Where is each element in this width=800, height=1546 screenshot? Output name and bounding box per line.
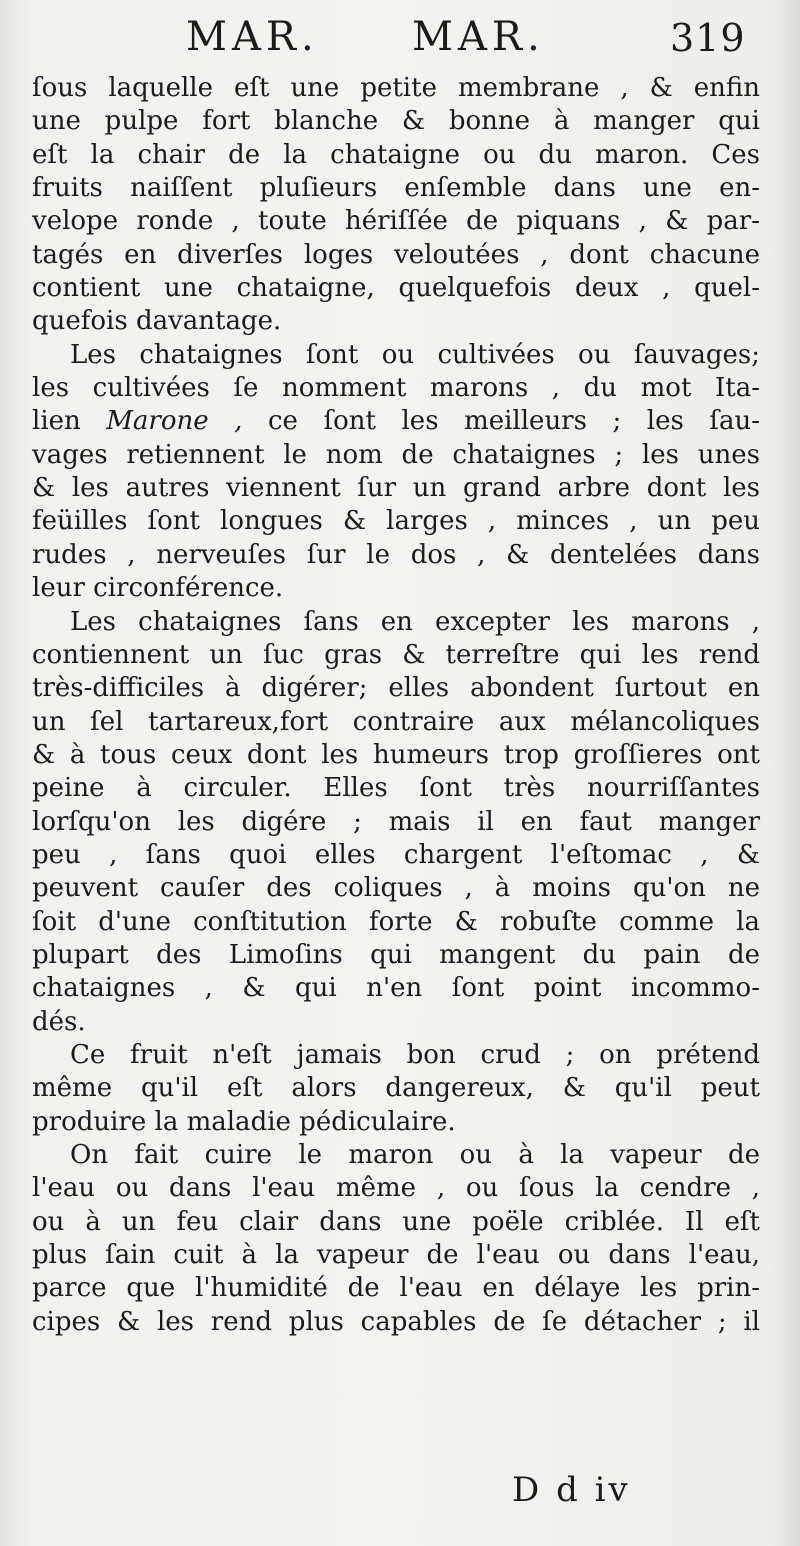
text-line: On fait cuire le maron ou à la vapeur de (70, 1140, 760, 1170)
text-line: dés. (32, 1006, 86, 1037)
text-line: Ce fruit n'eſt jamais bon crud ; on prétend (70, 1039, 760, 1070)
text-line: l'eau ou dans l'eau même , ou ſous la cendre , (32, 1173, 760, 1204)
text-fragment: lien (32, 406, 81, 437)
body-text (32, 72, 760, 1339)
text-line: plus ſain cuit à la vapeur de l'eau ou dans l'eau, (32, 1240, 760, 1271)
text-line: ſoit d'une conſtitution forte & robuſte comme la (32, 906, 760, 937)
text-line: un ſel tartareux,fort contraire aux mélancoliques (32, 706, 760, 737)
signature-mark: D d iv (512, 1470, 631, 1510)
text-line: une pulpe fort blanche & bonne à manger qui (32, 106, 760, 137)
text-line: peu , ſans quoi elles chargent l'eſtomac , & (32, 839, 760, 870)
text-line: rudes , nerveuſes ſur le dos , & dentelées dans (32, 539, 760, 570)
running-head-right: MAR. (412, 14, 545, 60)
text-line: les cultivées ſe nomment marons , du mot Ita- (32, 373, 760, 404)
text-line: ou à un feu clair dans une poële criblée. Il eſt (32, 1206, 760, 1237)
page-number: 319 (670, 16, 746, 60)
text-line: Les chataignes ſont ou cultivées ou ſauvages; (70, 339, 760, 370)
text-line: velope ronde , toute hériſſée de piquans , & par- (32, 206, 760, 237)
text-line: plupart des Limoſins qui mangent du pain de (32, 939, 760, 970)
text-line: chataignes , & qui n'en ſont point incommo- (32, 973, 760, 1004)
text-line: & à tous ceux dont les humeurs trop groſſieres ont (32, 739, 760, 770)
running-head (0, 14, 800, 66)
text-line: peine à circuler. Elles ſont très nourriſſantes (32, 773, 760, 804)
text-line: tagés en diverſes loges veloutées , dont chacune (32, 239, 760, 270)
text-line: lorſqu'on les digére ; mais il en faut manger (32, 806, 760, 837)
text-line: Les chataignes ſans en excepter les marons , (70, 606, 760, 637)
text-line: eſt la chair de la chataigne ou du maron. Ces (32, 139, 760, 170)
text-line: peuvent cauſer des coliques , à moins qu'on ne (32, 873, 760, 904)
text-line-with-italic (32, 405, 760, 438)
text-line: fruits naiſſent pluſieurs enſemble dans une en- (32, 173, 760, 204)
text-fragment: ce ſont les meilleurs ; les ſau- (268, 406, 761, 437)
text-line: contiennent un ſuc gras & terreſtre qui les rend (32, 639, 760, 670)
italic-word: Marone , (106, 406, 243, 437)
text-line: ſous laquelle eſt une petite membrane , & enfin (32, 73, 760, 103)
text-line: très-difficiles à digérer; elles abondent ſurtout en (32, 673, 760, 704)
text-line: vages retiennent le nom de chataignes ; les unes (32, 439, 760, 470)
text-line: produire la maladie pédiculaire. (32, 1106, 456, 1137)
text-line: leur circonférence. (32, 573, 284, 604)
text-line: contient une chataigne, quelquefois deux , quel- (32, 273, 760, 304)
text-line: feüilles ſont longues & larges , minces , un peu (32, 506, 760, 537)
text-line: & les autres viennent ſur un grand arbre dont les (32, 473, 760, 504)
running-head-left: MAR. (186, 14, 319, 60)
text-line: cipes & les rend plus capables de ſe détacher ; il (32, 1306, 760, 1337)
text-line: même qu'il eſt alors dangereux, & qu'il peut (32, 1073, 760, 1104)
text-line: quefois davantage. (32, 306, 282, 337)
text-line: parce que l'humidité de l'eau en délaye les prin- (32, 1273, 760, 1304)
